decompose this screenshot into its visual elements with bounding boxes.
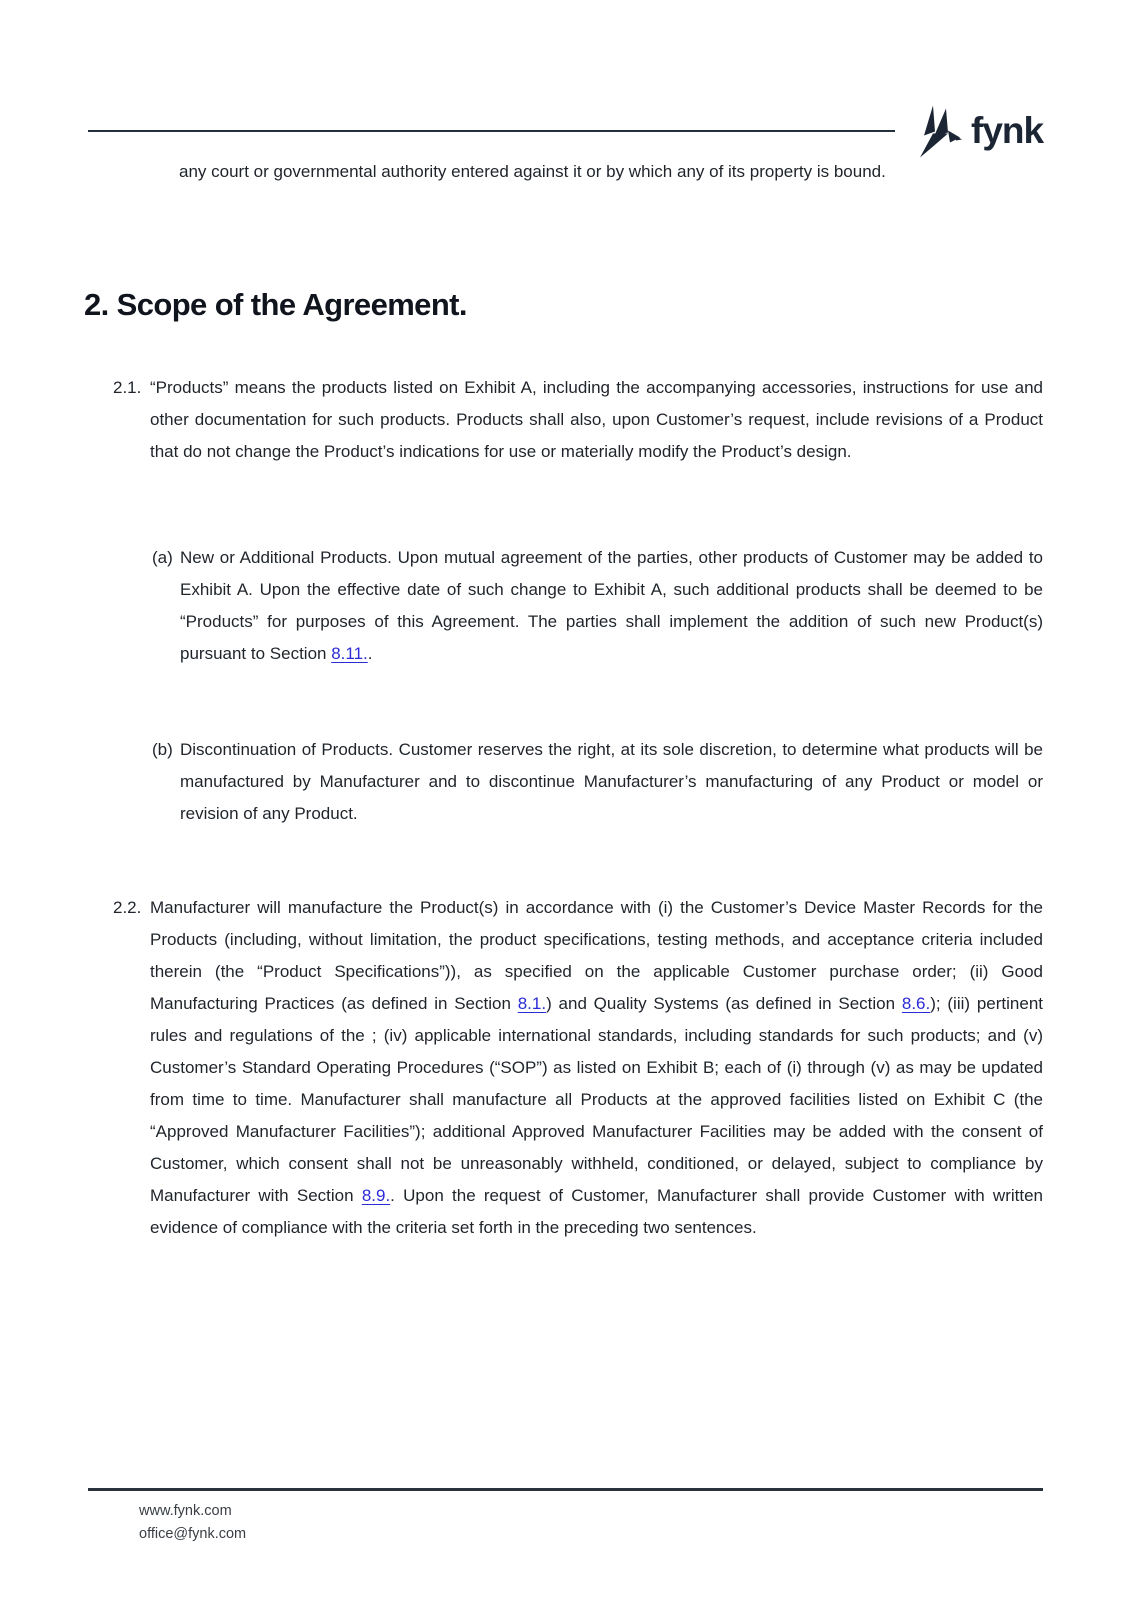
- section-8-9-link[interactable]: 8.9.: [361, 1186, 391, 1205]
- header-divider: [88, 130, 895, 132]
- section-8-1-link[interactable]: 8.1.: [517, 994, 547, 1013]
- item-a-label: (a): [152, 548, 173, 567]
- item-b-label: (b): [152, 740, 173, 759]
- origami-bird-icon: [914, 105, 962, 158]
- page-footer: [139, 1500, 246, 1546]
- section-8-6-link[interactable]: 8.6.: [901, 994, 931, 1013]
- clause-2-2: [113, 892, 1043, 1244]
- clause-2-1-item-a: [152, 542, 1043, 670]
- clause-2-1: [113, 372, 1043, 468]
- text-segment: New or Additional Products. Upon mutual agreement of the parties, other products of Customer may be added to Exhibit A. Upon the effective date of such change to Exhibit A, such additional products shall be deemed to be “Products” for purposes of this Agreement. The parties shall implement the addition of such new Product(s) pursuant to Section: [180, 548, 1043, 663]
- fynk-logo: [914, 103, 1043, 159]
- clause-2-2-number: 2.2.: [113, 898, 142, 917]
- continuation-paragraph: any court or governmental authority entered against it or by which any of its property is bound.: [179, 162, 886, 181]
- footer-website: www.fynk.com: [139, 1503, 232, 1519]
- clause-2-2-text: [113, 892, 1043, 1244]
- footer-divider: [88, 1488, 1043, 1491]
- clause-2-1-text: “Products” means the products listed on Exhibit A, including the accompanying accessories, instructions for use and other documentation for such products. Products shall also, upon Customer’s request, include revisions of a Product that do not change the Product’s indications for use or materially modify the Product’s design.: [150, 378, 1043, 461]
- section-heading: 2. Scope of the Agreement.: [84, 287, 467, 322]
- text-segment: Manufacturer will manufacture the Product(s) in accordance with (i) the Customer’s Device Master Records for the Products (including, without limitation, the product specifications, testing methods, and acceptance criteria included therein (the “Product Specifications”)), as specified on the applicable Customer purchase order; (ii) Good Manufacturing Practices (as defined in Section: [150, 898, 1043, 1013]
- section-8-11-link[interactable]: 8.11.: [331, 644, 368, 663]
- clause-2-1-item-b: [152, 734, 1043, 830]
- item-b-text: Discontinuation of Products. Customer reserves the right, at its sole discretion, to determine what products will be manufactured by Manufacturer and to discontinue Manufacturer’s manufacturing of any Product or model or revision of any Product.: [180, 740, 1043, 823]
- brand-wordmark: fynk: [971, 110, 1044, 151]
- item-a-text: [152, 542, 1043, 670]
- text-segment: ); (iii) pertinent rules and regulations of the ; (iv) applicable international standards, including standards for such products; and (v) Customer’s Standard Operating Procedures (“SOP”) as listed on Exhibit B; each of (i) through (v) as may be updated from time to time. Manufacturer shall manufacture all Products at the approved facilities listed on Exhibit C (the “Approved Manufacturer Facilities”); additional Approved Manufacturer Facilities may be added with the consent of Customer, which consent shall not be unreasonably withheld, conditioned, or delayed, subject to compliance by Manufacturer with Section: [150, 994, 1043, 1205]
- text-segment: ) and Quality Systems (as defined in Section: [546, 994, 902, 1013]
- text-segment: .: [367, 644, 373, 663]
- footer-email: office@fynk.com: [139, 1526, 247, 1542]
- text-segment: . Upon the request of Customer, Manufacturer shall provide Customer with written evidence of compliance with the criteria set forth in the preceding two sentences.: [150, 1186, 1043, 1237]
- clause-2-1-number: 2.1.: [113, 378, 142, 397]
